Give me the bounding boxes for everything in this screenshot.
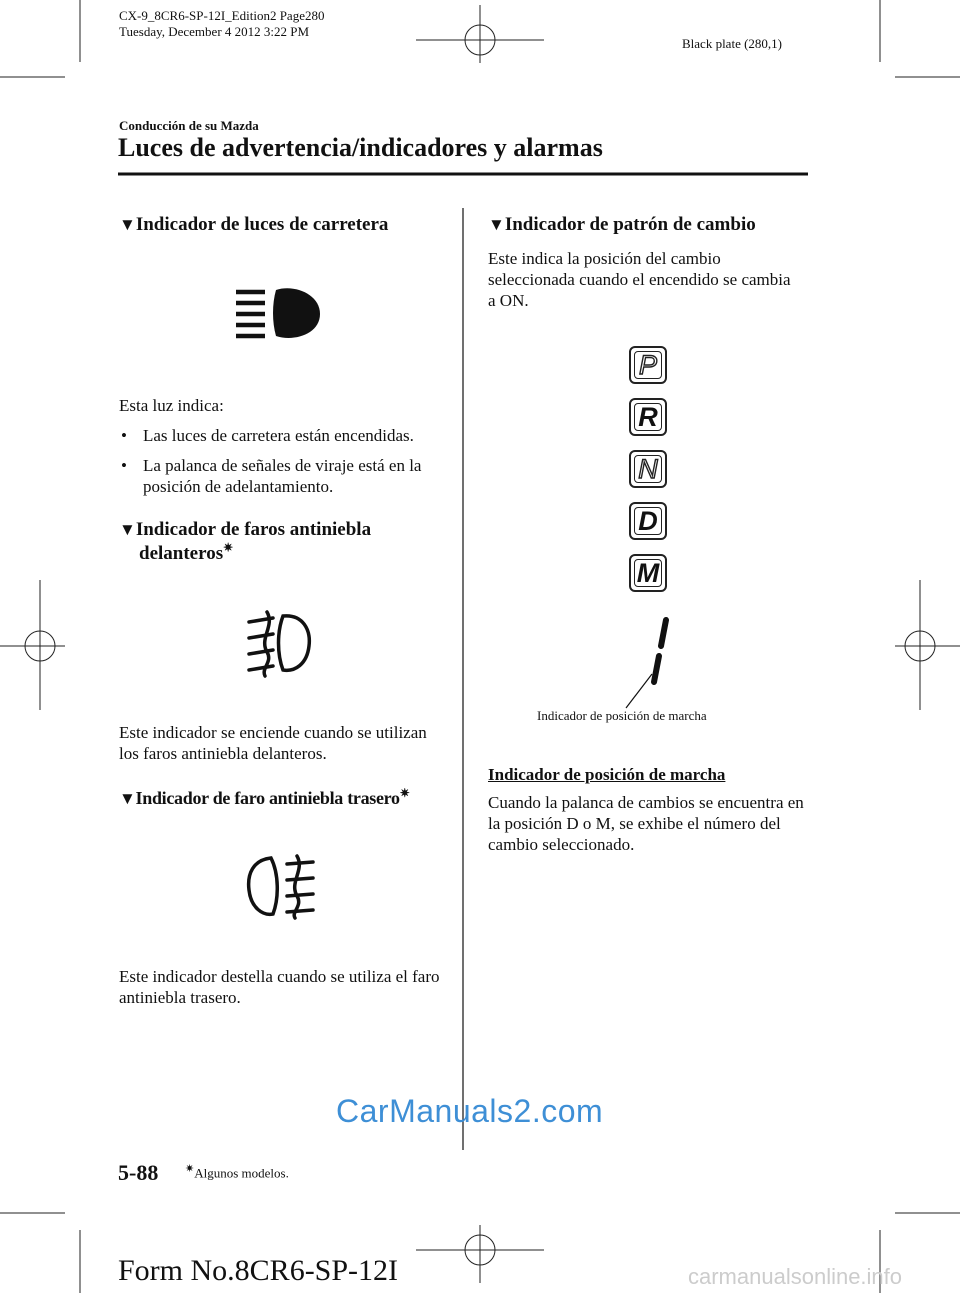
gear-m-label: M bbox=[634, 559, 662, 587]
site-watermark: carmanualsonline.info bbox=[688, 1264, 903, 1289]
list-item: • Las luces de carretera están encendidas. bbox=[121, 426, 414, 445]
gear-position-text: Cuando la palanca de cambios se encuentra en la posición D o M, se exhibe el número del cambio seleccionado. bbox=[488, 793, 804, 854]
rear-fog-light-icon bbox=[243, 852, 319, 920]
page-title: Luces de advertencia/indicadores y alarmas bbox=[118, 133, 603, 162]
shift-heading: ▼Indicador de patrón de cambio bbox=[488, 214, 756, 235]
asterisk-icon: ✷ bbox=[399, 786, 410, 800]
page-number: 5-88 bbox=[118, 1160, 159, 1185]
gear-d-label: D bbox=[634, 507, 662, 535]
gear-p-indicator bbox=[629, 346, 667, 384]
footnote: ✷Algunos modelos. bbox=[185, 1163, 289, 1181]
section-label: Conducción de su Mazda bbox=[119, 118, 259, 133]
asterisk-icon: ✷ bbox=[223, 540, 234, 555]
gear-r-indicator bbox=[629, 398, 667, 436]
triangle-icon: ▼ bbox=[119, 215, 136, 234]
front-fog-heading: ▼Indicador de faros antiniebla delanteros✷ bbox=[119, 519, 372, 564]
rear-fog-text: Este indicador destella cuando se utiliza el faro antiniebla trasero. bbox=[119, 967, 440, 1007]
high-beam-icon bbox=[232, 284, 324, 342]
high-beam-intro: Esta luz indica: bbox=[119, 396, 224, 415]
gear-r-label: R bbox=[634, 403, 662, 431]
list-item: • La palanca de señales de viraje está en la posición de adelantamiento. bbox=[121, 456, 422, 496]
front-fog-text: Este indicador se enciende cuando se utilizan los faros antiniebla delanteros. bbox=[119, 723, 427, 763]
form-number: Form No.8CR6-SP-12I bbox=[118, 1254, 399, 1287]
high-beam-bullets bbox=[119, 425, 449, 497]
print-date-line: Tuesday, December 4 2012 3:22 PM bbox=[119, 24, 310, 39]
gear-n-indicator bbox=[629, 450, 667, 488]
triangle-icon: ▼ bbox=[119, 520, 136, 539]
gear-n-label: N bbox=[634, 455, 662, 483]
gear-number-display bbox=[600, 612, 680, 712]
triangle-icon: ▼ bbox=[119, 789, 136, 808]
plate-label: Black plate (280,1) bbox=[682, 36, 782, 51]
gear-d-indicator bbox=[629, 502, 667, 540]
gear-position-subheading: Indicador de posición de marcha bbox=[488, 765, 726, 784]
shift-text: Este indica la posición del cambio seleccionada cuando el encendido se cambia a ON. bbox=[488, 249, 791, 310]
asterisk-icon: ✷ bbox=[185, 1163, 195, 1175]
triangle-icon: ▼ bbox=[488, 215, 505, 234]
rear-fog-heading: ▼Indicador de faro antiniebla trasero✷ bbox=[119, 786, 410, 808]
print-file-line: CX-9_8CR6-SP-12I_Edition2 Page280 bbox=[119, 8, 325, 23]
high-beam-heading: ▼Indicador de luces de carretera bbox=[119, 214, 389, 235]
watermark: CarManuals2.com bbox=[336, 1093, 604, 1129]
front-fog-light-icon bbox=[245, 608, 313, 678]
gear-p-label: P bbox=[634, 351, 662, 379]
gear-m-indicator bbox=[629, 554, 667, 592]
gear-position-callout: Indicador de posición de marcha bbox=[537, 708, 707, 723]
